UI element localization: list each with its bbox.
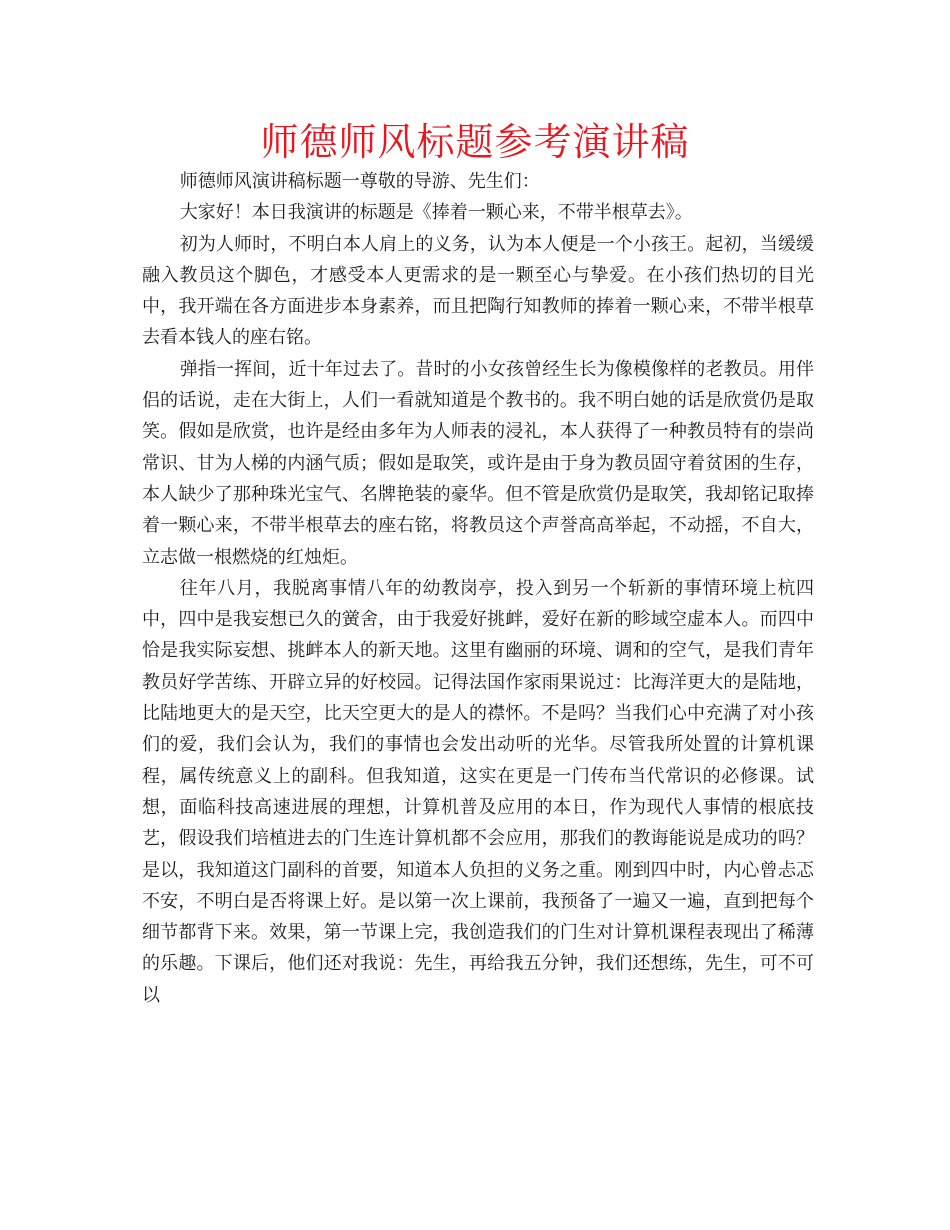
page-title: 师德师风标题参考演讲稿 [260, 120, 690, 164]
paragraph-greeting: 大家好！本日我演讲的标题是《捧着一颗心来，不带半根草去》。 [179, 202, 693, 224]
paragraph-body: 初为人师时，不明白本人肩上的义务，认为本人便是一个小孩王。起初，当缓缓融入教员这个脚色，才感受本人更需求的是一颗至心与挚爱。在小孩们热切的目光中，我开端在各方面进步本身素养，而且把陶行知教师的捧着一颗心来，不带半根草去看本钱人的座右铭。 [142, 233, 814, 349]
paragraph-salutation: 师德师风演讲稿标题一尊敬的导游、先生们： [179, 171, 540, 192]
paragraph-body: 弹指一挥间，近十年过去了。昔时的小女孩曾经生长为像模像样的老教员。用伴侣的话说，走在大街上，人们一看就知道是个教书的。我不明白她的话是欣赏仍是取笑。假如是欣赏，也许是经由多年为人师表的浸礼，本人获得了一种教员特有的崇尚常识、甘为人梯的内涵气质；假如是取笑，或许是由于身为教员固守着贫困的生存，本人缺少了那种珠光宝气、名牌艳装的豪华。但不管是欣赏仍是取笑，我却铭记取捧着一颗心来，不带半根草去的座右铭，将教员这个声誉高高举起，不动摇，不自大，立志做一根燃烧的红烛炬。 [142, 358, 814, 568]
paragraph-body: 往年八月，我脱离事情八年的幼教岗亭，投入到另一个斩新的事情环境上杭四中，四中是我妄想已久的黉舍，由于我爱好挑衅，爱好在新的畛域空虚本人。而四中恰是我实际妄想、挑衅本人的新天地。这里有幽丽的环境、调和的空气，是我们青年教员好学苦练、开辟立异的好校园。记得法国作家雨果说过：比海洋更大的是陆地，比陆地更大的是天空，比天空更大的是人的襟怀。不是吗？当我们心中充满了对小孩们的爱，我们会认为，我们的事情也会发出动听的光华。尽管我所处置的计算机课程，属传统意义上的副科。但我知道，这实在更是一门传布当代常识的必修课。试想，面临科技高速进展的理想，计算机普及应用的本日，作为现代人事情的根底技艺，假设我们培植进去的门生连计算机都不会应用，那我们的教诲能说是成功的吗？是以，我知道这门副科的首要，知道本人负担的义务之重。刚到四中时，内心曾忐忑不安，不明白是否将课上好。是以第一次上课前，我预备了一遍又一遍，直到把每个细节都背下来。效果，第一节课上完，我创造我们的门生对计算机课程表现出了稀薄的乐趣。下课后，他们还对我说：先生，再给我五分钟，我们还想练，先生，可不可以 [142, 577, 814, 1006]
document-body [142, 166, 814, 1011]
